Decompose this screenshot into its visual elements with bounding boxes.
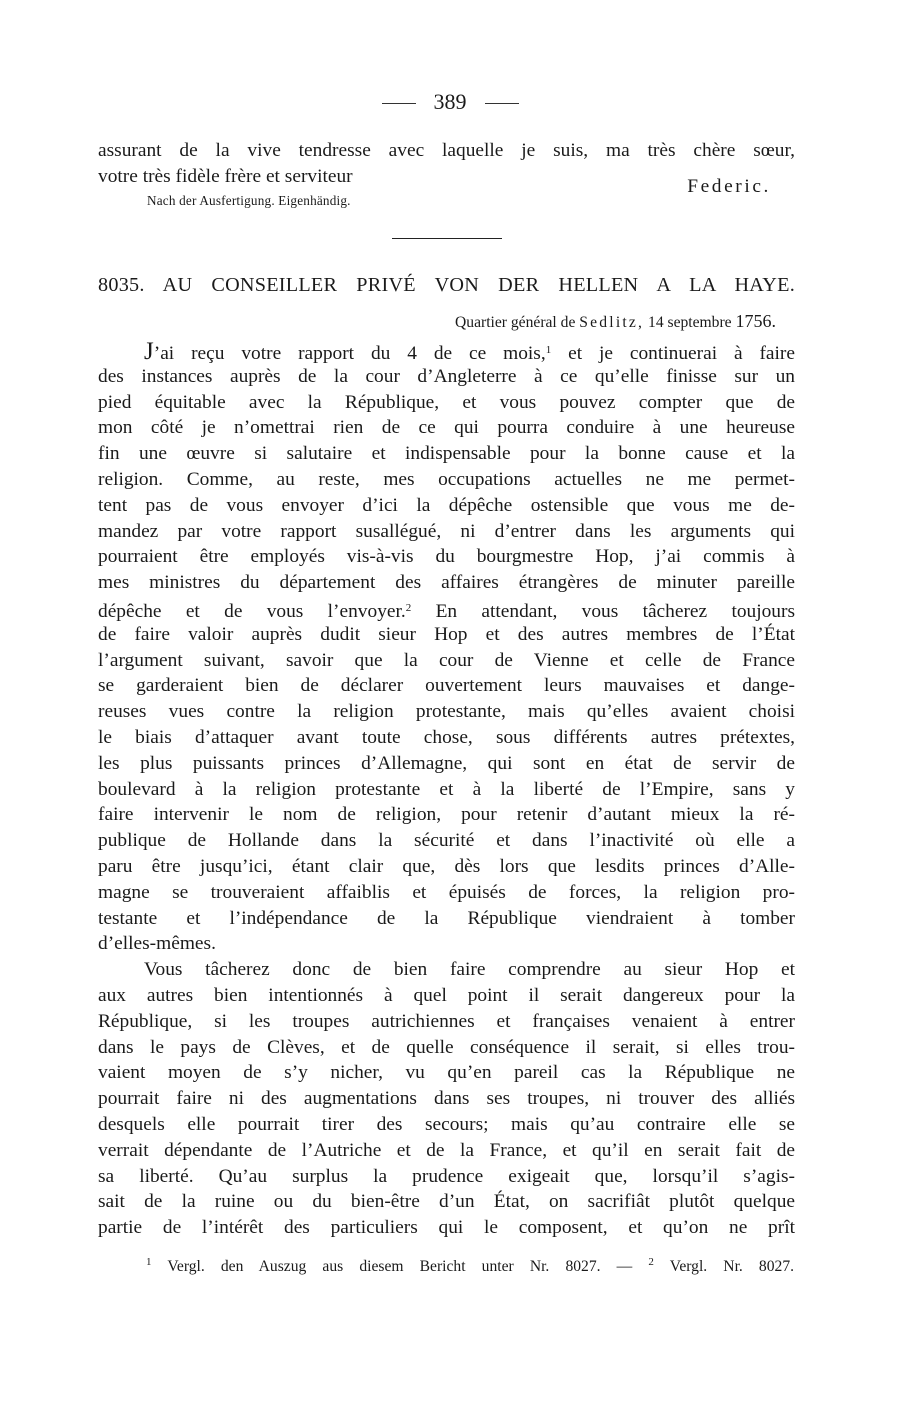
source-note: Nach der Ausfertigung. Eigenhändig.: [147, 193, 351, 208]
body-line: verrait dépendante de l’Autriche et de la France, et qu’il en serait fait de: [98, 1139, 795, 1161]
letter-body: [98, 338, 795, 1241]
body-line: pourrait faire ni des augmentations dans ses troupes, ni trouver des alliés: [98, 1088, 795, 1110]
body-line: se garderaient bien de déclarer ouvertement leurs mauvaises et dange-: [98, 675, 795, 697]
body-line: paru être jusqu’ici, étant clair que, dès lors que lesdits princes d’Alle-: [98, 855, 795, 877]
letter-year: 1756.: [735, 311, 776, 331]
body-line: reuses vues contre la religion protestante, mais qu’elles avaient choisi: [98, 701, 795, 723]
body-line: des instances auprès de la cour d’Angleterre à ce qu’elle finisse sur un: [98, 365, 795, 387]
place-date-line: [455, 311, 776, 332]
body-line: l’argument suivant, savoir que la cour de Vienne et celle de France: [98, 649, 795, 671]
body-line: Vous tâcherez donc de bien faire comprendre au sieur Hop et: [144, 959, 795, 981]
body-line: aux autres bien intentionnés à quel point il serait dangereux pour la: [98, 984, 795, 1006]
body-line: dans le pays de Clèves, et de quelle conséquence il serait, si elles trou-: [98, 1036, 795, 1058]
body-line: desquels elle pourrait tirer des secours; mais qu’au contraire elle se: [98, 1113, 795, 1135]
body-line: partie de l’intérêt des particuliers qui le composent, et qu’on ne prît: [98, 1217, 795, 1239]
initial-letter: J: [144, 338, 154, 365]
footnote-1: Vergl. den Auszug aus diesem Bericht unter Nr. 8027. —: [167, 1258, 633, 1275]
body-line: les plus puissants princes d’Allemagne, qui sont en état de servir de: [98, 752, 795, 774]
body-line: de faire valoir auprès dudit sieur Hop et des autres membres de l’État: [98, 623, 795, 645]
body-line: testante et l’indépendance de la République viendraient à tomber: [98, 907, 795, 929]
body-line: sa liberté. Qu’au surplus la prudence exigeait que, lorsqu’il s’agis-: [98, 1165, 795, 1187]
footnote-marker-1: 1: [146, 1256, 152, 1268]
page-header: [0, 87, 900, 117]
footnote-2: Vergl. Nr. 8027.: [669, 1258, 795, 1275]
page-number: 389: [433, 89, 467, 114]
footnote-ref-1: 1: [545, 344, 552, 356]
body-line: sait de la ruine ou du bien-être d’un État, on sacrifiât plutôt quelque: [98, 1191, 795, 1213]
place-name: Sedlitz,: [579, 314, 645, 331]
body-line: magne se trouveraient affaiblis et épuisés de forces, la religion pro-: [98, 881, 795, 903]
header-dash-left: [382, 103, 416, 104]
body-line: le biais d’attaquer avant toute chose, sous différents autres prétextes,: [98, 726, 795, 748]
body-line: mes ministres du département des affaires étrangères de minuter pareille: [98, 572, 795, 594]
body-line: pied équitable avec la République, et vous pouvez compter que de: [98, 391, 795, 413]
header-dash-right: [485, 103, 519, 104]
body-line: religion. Comme, au reste, mes occupations actuelles ne me permet-: [98, 468, 795, 490]
place-prefix: Quartier général de: [455, 314, 576, 331]
body-line: mandez par votre rapport susallégué, ni d’entrer dans les arguments qui: [98, 520, 795, 542]
footnote-marker-2: 2: [648, 1256, 654, 1268]
footnotes: [146, 1251, 794, 1278]
letter-date: 14 septembre: [648, 314, 732, 331]
closing-line-2: votre très fidèle frère et serviteur: [98, 166, 353, 187]
body-line: pourraient être employés vis-à-vis du bourgmestre Hop, j’ai commis à: [98, 546, 795, 568]
body-line: publique de Hollande dans la sécurité et dans l’inactivité où elle a: [98, 830, 795, 852]
closing-line-1: assurant de la vive tendresse avec laquelle je suis, ma très chère sœur,: [98, 140, 795, 161]
body-line: faire intervenir le nom de religion, pour retenir d’autant mieux la ré-: [98, 804, 795, 826]
body-line: mon côté je n’omettrai rien de ce qui pourra conduire à une heureuse: [98, 417, 795, 439]
body-line: tent pas de vous envoyer d’ici la dépêche ostensible que vous me de-: [98, 494, 795, 516]
body-line: République, si les troupes autrichiennes et françaises venaient à entrer: [98, 1010, 795, 1032]
section-divider: [392, 238, 502, 239]
letter-heading: 8035. AU CONSEILLER PRIVÉ VON DER HELLEN A LA HAYE.: [98, 274, 795, 296]
body-line: vaient moyen de s’y nicher, vu qu’en pareil cas la République ne: [98, 1062, 795, 1084]
body-line: d’elles-mêmes.: [98, 933, 216, 955]
body-line: boulevard à la religion protestante et à la liberté de l’Empire, sans y: [98, 778, 795, 800]
body-line: dépêche et de vous l’envoyer.$^2$ En attendant, vous tâcherez toujours: [98, 600, 796, 622]
body-line: fin une œuvre si salutaire et indispensable pour la bonne cause et la: [98, 443, 795, 465]
footnote-ref-2: 2: [405, 601, 412, 614]
signature: Federic.: [687, 176, 771, 197]
body-line: J’ai reçu votre rapport du 4 de ce mois,$^1$ et je continuerai à faire: [144, 338, 795, 365]
